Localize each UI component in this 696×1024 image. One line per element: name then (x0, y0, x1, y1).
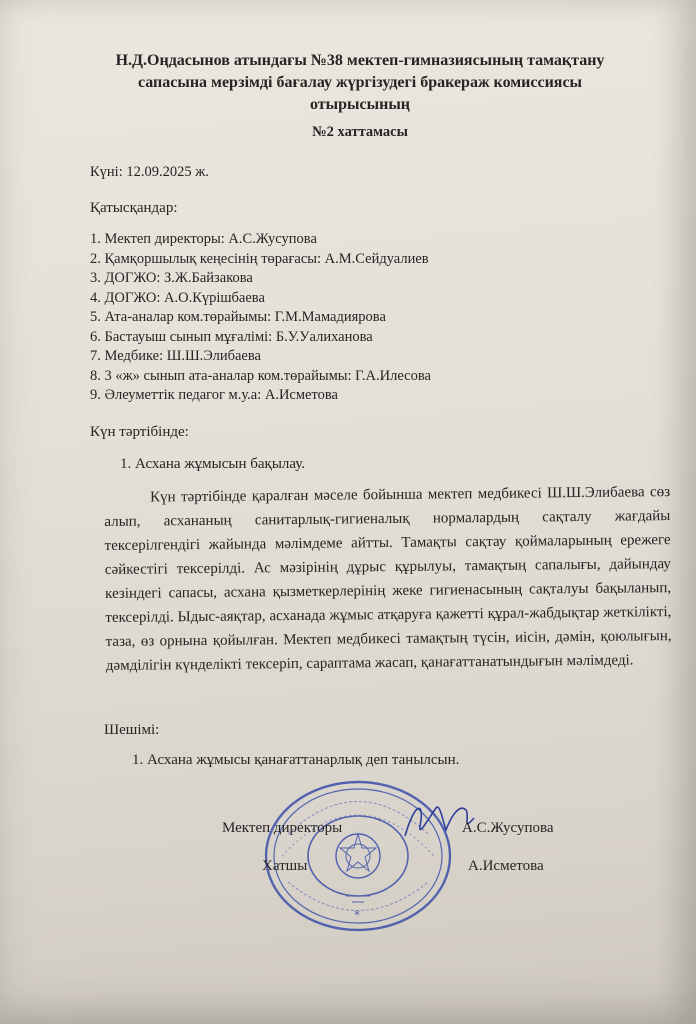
participant-item: 4. ДОГЖО: А.О.Күрішбаева (90, 289, 265, 306)
secretary-name: А.Исметова (468, 858, 544, 874)
protocol-number: №2 хаттамасы (312, 124, 408, 140)
svg-text:*: * (354, 908, 360, 922)
participant-item: 8. 3 «ж» сынып ата-аналар ком.төрайымы: Г.А.Илесова (90, 367, 431, 384)
secretary-role-label: Хатшы (262, 858, 308, 874)
participant-item: 2. Қамқоршылық кеңесінің төрағасы: А.М.Сейдуалиев (90, 250, 429, 267)
participant-item: 3. ДОГЖО: З.Ж.Байзакова (90, 270, 253, 286)
director-name: А.С.Жусупова (462, 820, 554, 836)
participant-item: 9. Әлеуметтік педагог м.у.а: А.Исметова (90, 387, 338, 403)
document-title-line-1: Н.Д.Оңдасынов атындағы №38 мектеп-гимназиясының тамақтану (115, 52, 605, 69)
participants-heading: Қатысқандар: (90, 200, 178, 216)
decision-heading: Шешімі: (104, 722, 160, 738)
agenda-heading: Күн тәртібінде: (90, 424, 189, 440)
meeting-body-text: Күн тәртібінде қаралған мәселе бойынша мектеп медбикесі Ш.Ш.Элибаева сөз алып, асхананың санитарлық-гигиеналық нормалардың сақталу жағдайы тексерілгендігі жайында мәлімдеме айтты. Тамақты сақтау қоймаларының ережеге сәйкестігі тексерілді. Ас мәзірінің дұрыс құрылуы, тамақтың сапалығы, дайындау кезіндегі сапасы, асхана қызметкерлерінің жеке гигиенасының сақталуы бақыланып, тексерілді. Ыдыс-аяқтар, асханада жұмыс атқаруға қажетті құрал-жабдықтар жеткілікті, таза, өз орнына қойылған. Мектеп медбикесі тамақтың түсін, иісін, дәмін, қоюлығын, дәмділігін күнделікті тексеріп, сараптама жасап, қанағаттанатындығын мәлімдеді. (104, 484, 672, 674)
agenda-item: 1. Асхана жұмысын бақылау. (120, 456, 306, 472)
document-title-line-3: отырысының (309, 96, 411, 113)
participant-item: 1. Мектеп директоры: А.С.Жусупова (90, 231, 317, 247)
director-role-label: Мектеп директоры (222, 820, 343, 836)
document-title-line-2: сапасына мерзімді бағалау жүргізудегі бракераж комиссиясы (137, 74, 583, 91)
participant-item: 7. Медбике: Ш.Ш.Элибаева (90, 348, 261, 364)
participants-list (90, 230, 431, 406)
document-date: Күні: 12.09.2025 ж. (90, 164, 209, 180)
participant-item: 6. Бастауыш сынып мұғалімі: Б.У.Уалиханова (90, 328, 373, 345)
participant-item: 5. Ата-аналар ком.төрайымы: Г.М.Мамадиярова (90, 309, 386, 325)
decision-item: 1. Асхана жұмысы қанағаттанарлық деп танылсын. (132, 752, 460, 768)
